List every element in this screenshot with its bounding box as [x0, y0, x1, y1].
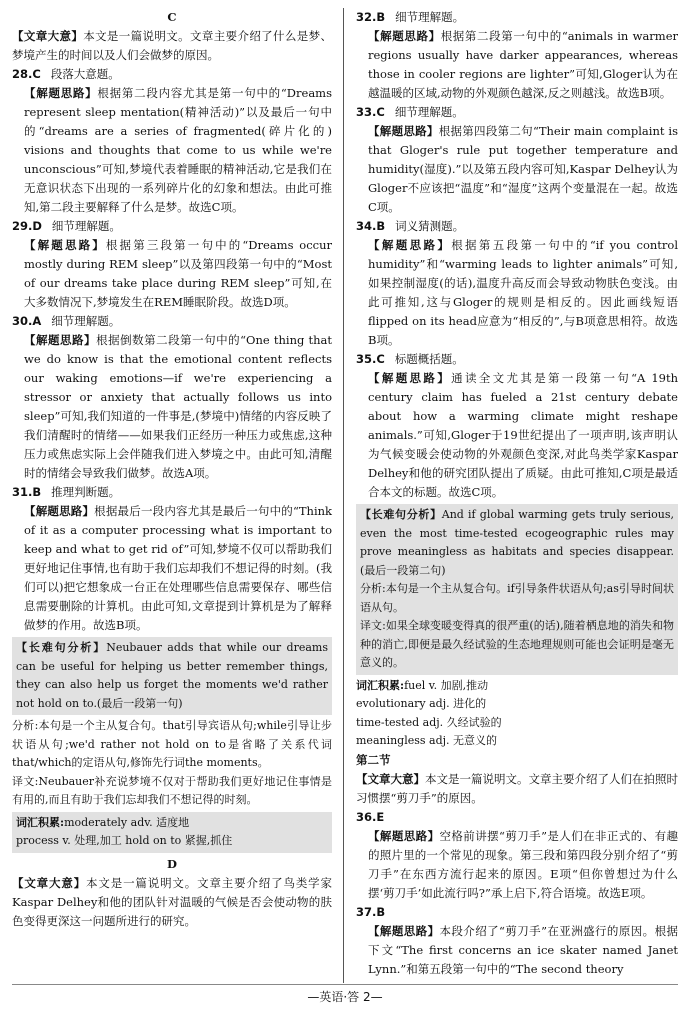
question-type: 细节理解题。 — [394, 105, 464, 119]
q34-explanation — [356, 236, 678, 350]
section-2-header: 第二节 — [356, 752, 391, 767]
question-number: 37.B — [356, 904, 386, 919]
question-number: 31.B — [12, 485, 42, 499]
long-sentence-tag: 【长难句分析】 — [360, 508, 442, 521]
vocab-item: process v. 处理,加工 hold on to 紧握,抓住 — [16, 834, 233, 847]
vocab-item: time-tested adj. 久经试验的 — [356, 715, 502, 729]
summary-tag: 【文章大意】 — [356, 771, 425, 786]
explanation-text: 根据第二段第一句中的“animals in warmer regions usually have darker appearances, whereas those in cooler regions are lighter”可知,Gloger认为在越温暖的区域,动物的外观颜色越深,反之则越浅。故选B项。 — [368, 29, 679, 100]
vocab-item: moderately adv. 适度地 — [64, 815, 190, 829]
question-number: 35.C — [356, 352, 385, 366]
q37-explanation — [356, 922, 678, 979]
q29-header — [12, 217, 332, 236]
column-divider — [343, 8, 344, 983]
explanation-text: 通读全文尤其是第一段第一句“A 19th century claim has fueled a 21st century debate about how a warming climate might reshape animals.”可知,Gloger于19世纪提出了一项声明,该声明认为气候变暖会使动物的外观颜色变深,对此鸟类学家Kaspar Delhey和他的研究团队提出了质疑。由此可推知,C项是最适合本文的标题。故选C项。 — [368, 371, 679, 499]
q35-header — [356, 350, 678, 369]
explanation-text: 根据最后一段内容尤其是最后一句中的“Think of it as a computer processing what is important to keep and what to get rid of”可知,梦境不仅可以帮助我们更好地记住事情,也有助于我们忘却我们不想记得的时刻。(我们可以)把它想象成一台正在处理哪些信息需要保存、哪些信息需要删除的计算机。由此可知,文章提到计算机是为了解释做梦的作用。故选B项。 — [24, 504, 332, 632]
explanation-tag: 【解题思路】 — [368, 124, 439, 138]
question-type: 细节理解题。 — [51, 314, 121, 328]
explanation-tag: 【解题思路】 — [368, 29, 441, 43]
explanation-tag: 【解题思路】 — [24, 333, 97, 347]
explanation-tag: 【解题思路】 — [368, 238, 452, 252]
explanation-text: 根据第二段内容尤其是第一句中的“Dreams represent sleep mentation(精神活动)”以及最后一句中的“dreams are a series of fragmented(碎片化的) visions and thoughts that come to us while we're unconscious”可知,梦境代表着睡眠的精神活动,它是我们在无意识状态下出现的一系列碎片化的幻象和想法。由此可推知,第二段主要解释了什么是梦。故选C项。 — [24, 86, 332, 214]
explanation-text: 根据第四段第二句“Their main complaint is that Gloger's rule put together temperature and humidity(湿度).”以及第五段内容可知,Kaspar Delhey认为Gloger不应该把“温度”和“湿度”这两个变量混在一起。故选C项。 — [368, 124, 679, 214]
q31-explanation — [12, 502, 332, 635]
q32-header — [356, 8, 678, 27]
passage-c-header: C — [167, 10, 177, 24]
explanation-text: 根据倒数第二段第一句中的“One thing that we do know is that the emotional content reflects our waking emotions—if we're experiencing a stressor or anxiety that actually follows us into sleep”可知,我们知道的一件事是,(梦境中)情绪的内容反映了我们清醒时的情绪——如果我们正经历一种压力或焦虑,这种压力或焦虑实际上会伴随我们进入梦境之中。由此可知,清醒时的情绪会导致我们做梦。故选A项。 — [24, 333, 333, 480]
q35-explanation — [356, 369, 678, 502]
q36-header — [356, 808, 678, 827]
summary-tag: 【文章大意】 — [12, 29, 84, 43]
footer-rule — [12, 984, 678, 985]
question-type: 标题概括题。 — [394, 352, 464, 366]
long-sentence-analysis: 分析:本句是一个主从复合句。if引导条件状语从句;as引导时间状语从句。 — [360, 582, 674, 614]
long-sentence-translation: 译文:如果全球变暖变得真的很严重(的话),随着栖息地的消失和物种的消亡,即便是最久经试验的生态地理规则可能也会证明是毫无意义的。 — [360, 619, 674, 669]
explanation-tag: 【解题思路】 — [368, 371, 452, 385]
vocab-tag: 词汇积累: — [16, 815, 65, 829]
summary-text: 本文是一篇说明文。文章主要介绍了什么是梦、梦境产生的时间以及人们会做梦的原因。 — [12, 29, 333, 62]
vocab-box — [12, 812, 332, 853]
section-2-summary — [356, 770, 678, 808]
q29-explanation — [12, 236, 332, 312]
summary-text: 本文是一篇说明文。文章主要介绍了人们在拍照时习惯摆“剪刀手”的原因。 — [356, 771, 678, 805]
q33-header — [356, 103, 678, 122]
explanation-tag: 【解题思路】 — [24, 238, 106, 252]
q32-explanation — [356, 27, 678, 103]
explanation-text: 本段介绍了“剪刀手”在亚洲盛行的原因。根据下文“The first concerns an ice skater named Janet Lynn.”和第五段第一句中的“The second theory — [368, 923, 678, 976]
vocab-item: meaningless adj. 无意义的 — [356, 734, 498, 747]
long-sentence-analysis: 分析:本句是一个主从复合句。that引导宾语从句;while引导让步状语从句;we'd rather not hold on to是省略了关系代词that/which的定语从句,修饰先行词the moments。 — [12, 719, 332, 769]
q33-explanation — [356, 122, 678, 217]
q37-header — [356, 903, 678, 922]
question-number: 30.A — [12, 314, 42, 328]
question-type: 细节理解题。 — [51, 219, 121, 233]
vocab-item: fuel v. 加剧,推动 — [404, 678, 489, 692]
question-type: 段落大意题。 — [50, 67, 120, 81]
question-number: 32.B — [356, 10, 386, 24]
vocab-box — [356, 677, 678, 751]
explanation-text: 根据第五段第一句中的“if you control humidity”和“warming leads to lighter animals”可知,如果控制湿度(的话),温度升高反而会导致动物肤色变浅。由此可推知,这与Gloger的规则是相反的。因此画线短语flipped on its head应意为“相反的”,与B项意思相符。故选B项。 — [368, 238, 678, 347]
summary-tag: 【文章大意】 — [12, 875, 87, 890]
passage-d-summary — [12, 874, 332, 931]
q28-explanation — [12, 84, 332, 217]
explanation-text: 空格前讲摆“剪刀手”是人们在非正式的、有趣的照片里的一个常见的现象。第三段和第四段分别介绍了“剪刀手”在东西方流行起来的原因。E项“但你曾想过为什么摆‘剪刀手’如此流行吗?”承上启下,符合语境。故选E项。 — [368, 828, 678, 900]
explanation-tag: 【解题思路】 — [368, 828, 440, 843]
explanation-tag: 【解题思路】 — [24, 504, 95, 518]
vocab-item: evolutionary adj. 进化的 — [356, 697, 487, 710]
explanation-tag: 【解题思路】 — [24, 86, 98, 100]
q30-explanation — [12, 331, 332, 483]
explanation-text: 根据第三段第一句中的“Dreams occur mostly during REM sleep”以及第四段第一句中的“Most of our dreams take place during REM sleep”可知,在大多数情况下,梦境发生在REM睡眠阶段。故选D项。 — [24, 238, 332, 309]
page-footer: —英语·答 2— — [307, 990, 383, 1004]
long-sentence-translation: 译文:Neubauer补充说梦境不仅对于帮助我们更好地记住事情是有用的,而且有助于我们忘却我们不想记得的时刻。 — [12, 774, 332, 806]
passage-d-header: D — [167, 856, 177, 871]
question-number: 29.D — [12, 219, 42, 233]
question-number: 34.B — [356, 219, 386, 233]
long-sentence-text: And if global warming gets truly serious, even the most time-tested ecogeographic rules may prove meaningless as habitats and species disappear.(最后一段第二句) — [360, 508, 675, 577]
question-number: 36.E — [356, 809, 385, 824]
long-sentence-box — [12, 637, 332, 715]
long-sentence-text: Neubauer adds that while our dreams can be useful for helping us better remember things, they can also help us forget the moments we'd rather not hold on to.(最后一段第一句) — [16, 641, 329, 710]
q34-header — [356, 217, 678, 236]
right-column — [356, 8, 678, 979]
question-number: 33.C — [356, 105, 385, 119]
passage-c-summary — [12, 27, 332, 65]
vocab-tag: 词汇积累: — [356, 678, 405, 692]
left-column — [12, 8, 332, 931]
question-type: 词义猜测题。 — [395, 219, 465, 233]
long-sentence-box — [356, 504, 678, 675]
question-number: 28.C — [12, 67, 41, 81]
explanation-tag: 【解题思路】 — [368, 923, 440, 938]
question-type: 推理判断题。 — [51, 485, 121, 499]
q28-header — [12, 65, 332, 84]
long-sentence-tag: 【长难句分析】 — [16, 641, 107, 654]
q30-header — [12, 312, 332, 331]
q31-header — [12, 483, 332, 502]
summary-text: 本文是一篇说明文。文章主要介绍了鸟类学家Kaspar Delhey和他的团队针对温暖的气候是否会使动物的肤色变得更深这一问题所进行的研究。 — [12, 875, 333, 928]
question-type: 细节理解题。 — [395, 10, 465, 24]
q36-explanation — [356, 827, 678, 903]
